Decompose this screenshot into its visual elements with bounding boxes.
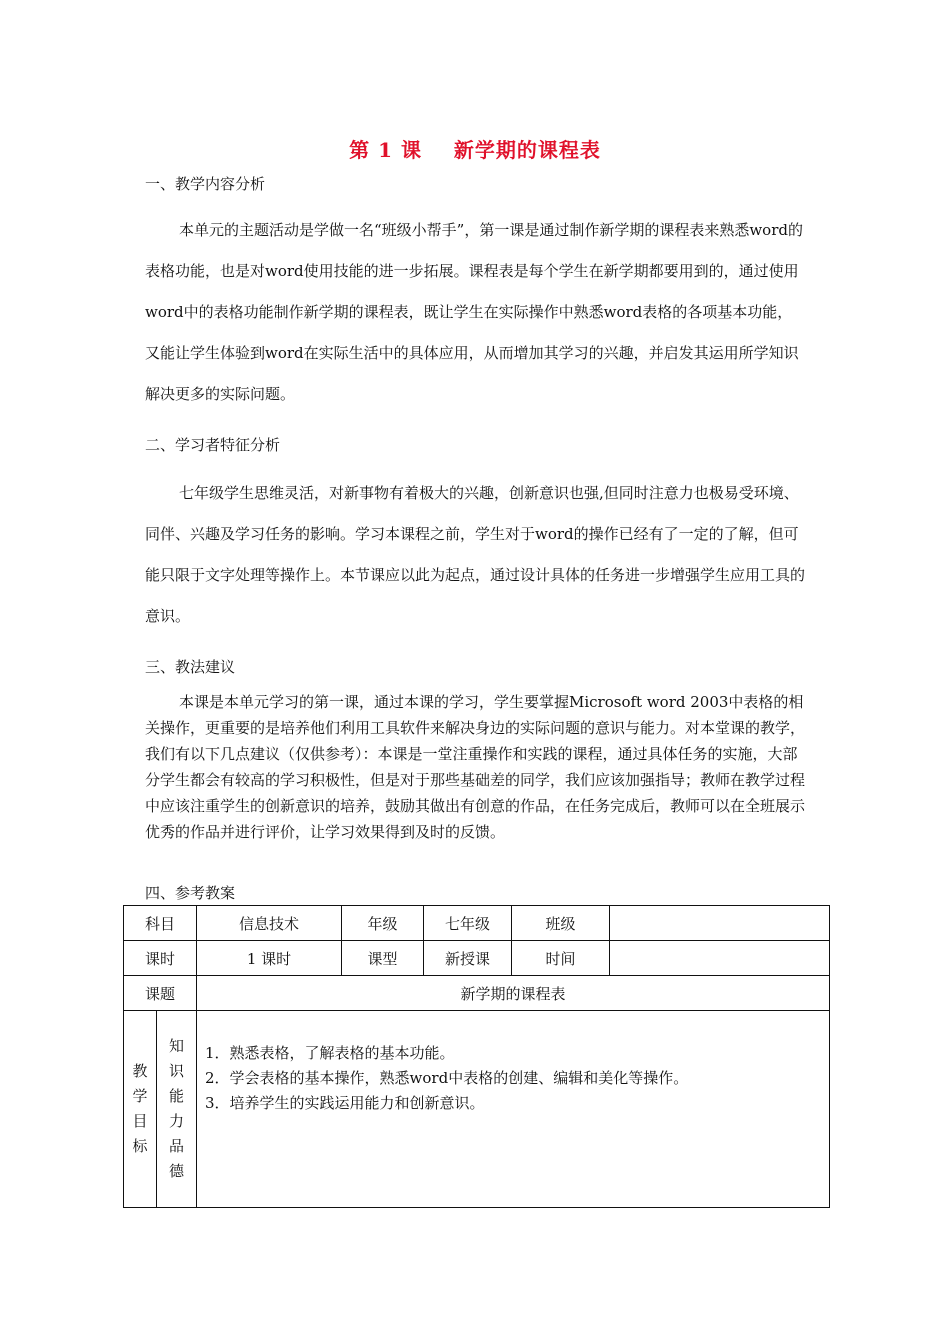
goals-cell — [197, 1011, 830, 1208]
section-heading-reference-plan: 四、参考教案 — [145, 884, 236, 902]
lesson-plan-table — [123, 905, 830, 1208]
table-row — [124, 1011, 830, 1208]
table-cell: 信息技术 — [197, 906, 342, 941]
section-heading-content-analysis: 一、教学内容分析 — [145, 175, 266, 193]
table-cell: 七年级 — [424, 906, 512, 941]
goal-sublabel-cell — [157, 1011, 197, 1208]
goal-label: 教学目标 — [132, 1062, 148, 1155]
goal-item: 1．熟悉表格，了解表格的基本功能。 — [205, 1044, 455, 1062]
section-text-learner-analysis: 七年级学生思维灵活，对新事物有着极大的兴趣，创新意识也强,但同时注意力也极易受环境、同伴、兴趣及学习任务的影响。学习本课程之前，学生对于word的操作已经有了一定的了解，但可能只限于文字处理等操作上。本节课应以此为起点，通过设计具体的任务进一步增强学生应用工具的意识。 — [145, 484, 806, 625]
table-row — [124, 906, 830, 941]
table-cell: 课时 — [124, 941, 197, 976]
table-cell: 新学期的课程表 — [197, 976, 830, 1011]
goal-sublabel: 知识能力品德 — [168, 1037, 184, 1180]
table-cell: 课型 — [342, 941, 424, 976]
table-cell: 新授课 — [424, 941, 512, 976]
table-cell: 科目 — [124, 906, 197, 941]
goal-item: 3．培养学生的实践运用能力和创新意识。 — [205, 1094, 485, 1112]
table-row — [124, 976, 830, 1011]
table-cell: 班级 — [512, 906, 610, 941]
table-cell: 1 课时 — [197, 941, 342, 976]
section-heading-learner-analysis: 二、学习者特征分析 — [145, 436, 281, 454]
section-text-teaching-suggestions: 本课是本单元学习的第一课，通过本课的学习，学生要掌握Microsoft word 2003中表格的相关操作，更重要的是培养他们利用工具软件来解决身边的实际问题的意识与能力。对本堂课的教学，我们有以下几点建议（仅供参考）：本课是一堂注重操作和实践的课程，通过具体任务的实施，大部分学生都会有较高的学习积极性，但是对于那些基础差的同学，我们应该加强指导；教师在教学过程中应该注重学生的创新意识的培养，鼓励其做出有创意的作品，在任务完成后，教师可以在全班展示优秀的作品并进行评价，让学习效果得到及时的反馈。 — [145, 693, 806, 841]
table-cell: 时间 — [512, 941, 610, 976]
table-cell — [610, 906, 830, 941]
goal-item: 2．学会表格的基本操作，熟悉word中表格的创建、编辑和美化等操作。 — [205, 1069, 689, 1087]
goal-label-cell — [124, 1011, 157, 1208]
table-cell: 课题 — [124, 976, 197, 1011]
section-text-content-analysis: 本单元的主题活动是学做一名“班级小帮手”，第一课是通过制作新学期的课程表来熟悉word的表格功能，也是对word使用技能的进一步拓展。课程表是每个学生在新学期都要用到的，通过使用word中的表格功能制作新学期的课程表，既让学生在实际操作中熟悉word表格的各项基本功能，又能让学生体验到word在实际生活中的具体应用，从而增加其学习的兴趣，并启发其运用所学知识解决更多的实际问题。 — [145, 221, 803, 403]
page-title: 第 1 课 新学期的课程表 — [349, 138, 601, 162]
table-cell: 年级 — [342, 906, 424, 941]
table-row — [124, 941, 830, 976]
table-cell — [610, 941, 830, 976]
section-heading-teaching-suggestions: 三、教法建议 — [145, 658, 236, 676]
